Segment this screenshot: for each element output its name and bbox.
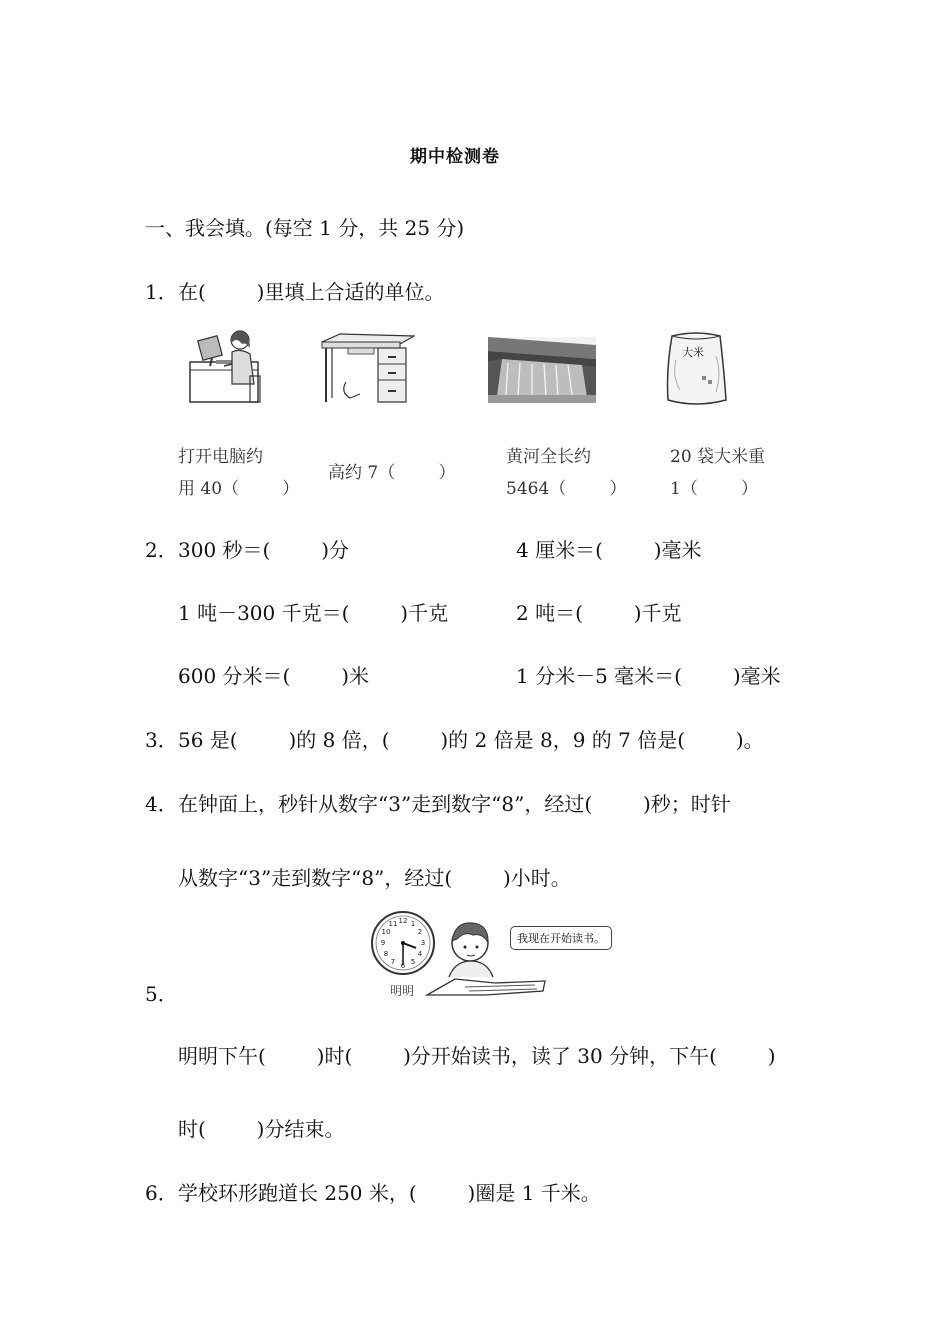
svg-text:9: 9	[380, 939, 386, 947]
speech-bubble: 我现在开始读书。	[510, 926, 612, 950]
q1-number: 1．	[145, 280, 178, 304]
q4-number: 4．	[145, 792, 178, 816]
caption-desk: 高约 7（ ）	[328, 463, 456, 483]
svg-text:4: 4	[417, 950, 423, 958]
svg-text:3: 3	[420, 939, 426, 947]
q4-line1: 在钟面上，秒针从数字“3”走到数字“8”，经过( )秒；时针	[178, 792, 731, 816]
desk-illustration	[320, 332, 415, 406]
q2-item: 600 分米＝( )米	[178, 664, 369, 688]
caption-river-line2: 5464（ ）	[506, 479, 627, 499]
caption-rice-line2: 1（ ）	[670, 479, 759, 499]
caption-computer-line2: 用 40（ ）	[178, 479, 300, 499]
q4-line2: 从数字“3”走到数字“8”，经过( )小时。	[178, 866, 571, 890]
svg-text:7: 7	[390, 958, 396, 966]
svg-text:2: 2	[417, 928, 423, 936]
q3-text: 56 是( )的 8 倍，( )的 2 倍是 8，9 的 7 倍是( )。	[178, 728, 764, 752]
caption-computer-line1: 打开电脑约	[178, 447, 263, 467]
rice-bag-illustration	[660, 330, 732, 408]
section-heading: 一、我会填。(每空 1 分，共 25 分)	[145, 216, 465, 240]
rice-bag-label: 大米	[682, 346, 704, 359]
q5-line2: 时( )分结束。	[178, 1117, 345, 1141]
boy-name-label: 明明	[390, 984, 415, 998]
computer-user-illustration	[188, 322, 268, 406]
q3-number: 3．	[145, 728, 178, 752]
caption-rice-line1: 20 袋大米重	[670, 447, 766, 467]
caption-river-line1: 黄河全长约	[506, 447, 591, 467]
q1-text: 在( )里填上合适的单位。	[178, 280, 445, 304]
svg-text:6: 6	[400, 962, 406, 970]
page-title: 期中检测卷	[410, 147, 500, 167]
q5-line1: 明明下午( )时( )分开始读书，读了 30 分钟，下午( )	[178, 1044, 776, 1068]
svg-text:5: 5	[410, 958, 416, 966]
q6-text: 学校环形跑道长 250 米，( )圈是 1 千米。	[178, 1181, 601, 1205]
q2-item: 2 吨＝( )千克	[516, 601, 682, 625]
q6-number: 6．	[145, 1181, 178, 1205]
river-waterfall-illustration	[488, 337, 596, 403]
svg-text:1: 1	[410, 920, 416, 928]
svg-text:10: 10	[381, 928, 391, 936]
svg-text:8: 8	[383, 950, 389, 958]
q5-number: 5．	[145, 982, 178, 1006]
q2-item: 1 吨－300 千克＝( )千克	[178, 601, 449, 625]
q2-item: 300 秒＝( )分	[178, 538, 349, 562]
svg-text:12: 12	[398, 917, 408, 925]
q2-item: 4 厘米＝( )毫米	[516, 538, 702, 562]
q2-number: 2．	[145, 538, 178, 562]
q2-item: 1 分米－5 毫米＝( )毫米	[516, 664, 781, 688]
svg-text:11: 11	[388, 920, 398, 928]
